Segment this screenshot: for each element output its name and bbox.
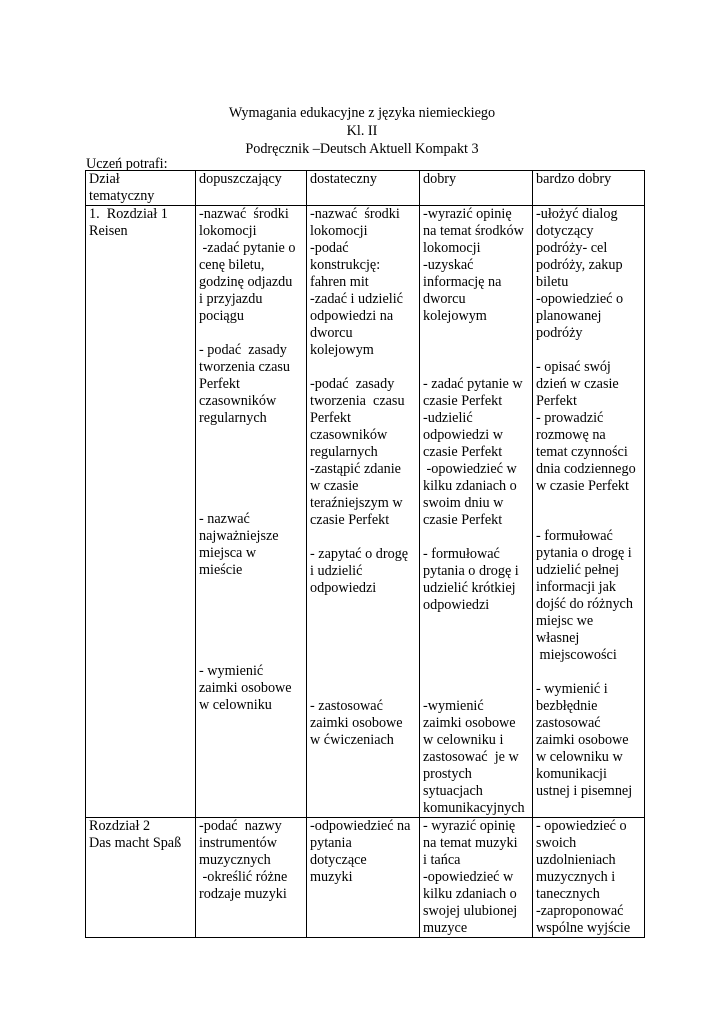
requirement-block: - zapytać o drogę i udzielić odpowiedzi: [310, 546, 409, 596]
requirement-block: -ułożyć dialog dotyczący podróży- cel podróży, zakup biletu -opowiedzieć o planowanej podróży: [536, 206, 624, 341]
requirements-table: [85, 170, 645, 938]
requirement-block: -odpowiedzieć na pytania dotyczące muzyki: [310, 818, 411, 885]
class-label: Kl. II: [346, 123, 378, 139]
requirements-cell: [533, 206, 645, 818]
textbook-label: Podręcznik –Deutsch Aktuell Kompakt 3: [245, 141, 479, 157]
column-header-text: Dział tematyczny: [89, 171, 155, 204]
requirements-cell: [307, 206, 420, 818]
column-header: [196, 171, 307, 206]
topic-cell: [86, 206, 196, 818]
table-row: [86, 206, 645, 818]
column-header: [307, 171, 420, 206]
requirement-block: - formułować pytania o drogę i udzielić pełnej informacji jak dojść do różnych miejsc we własnej miejscowości: [536, 528, 633, 663]
column-header-text: dopuszczający: [199, 171, 282, 187]
requirement-block: - zadać pytanie w czasie Perfekt -udzielić odpowiedzi w czasie Perfekt -opowiedzieć w kilku zdaniach o swoim dniu w czasie Perfekt: [423, 376, 523, 528]
requirements-cell: [420, 206, 533, 818]
requirement-block: -wyrazić opinię na temat środków lokomocji -uzyskać informację na dworcu kolejowym: [423, 206, 524, 324]
requirements-cell: [196, 206, 307, 818]
requirement-block: - wymienić zaimki osobowe w celowniku: [199, 663, 292, 713]
requirement-block: - zastosować zaimki osobowe w ćwiczeniach: [310, 698, 403, 748]
column-header-text: bardzo dobry: [536, 171, 612, 187]
requirements-cell: [420, 818, 533, 938]
requirement-block: -nazwać środki lokomocji -zadać pytanie o cenę biletu, godzinę odjazdu i przyjazdu pociągu: [199, 206, 296, 324]
requirement-block: - nazwać najważniejsze miejsca w mieście: [199, 511, 279, 578]
column-header-text: dobry: [423, 171, 457, 187]
requirements-cell: [533, 818, 645, 938]
document-header: [0, 104, 724, 158]
table-header-row: [86, 171, 645, 206]
topic-text: Rozdział 2 Das macht Spaß: [89, 818, 182, 851]
requirement-block: - wyrazić opinię na temat muzyki i tańca -opowiedzieć w kilku zdaniach o swojej ulubionej muzyce: [423, 818, 518, 936]
requirement-block: - opowiedzieć o swoich uzdolnieniach muzycznych i tanecznych -zaproponować wspólne wyjście: [536, 818, 631, 936]
column-header-text: dostateczny: [310, 171, 377, 187]
requirements-cell: [307, 818, 420, 938]
requirement-block: -nazwać środki lokomocji -podać konstrukcję: fahren mit -zadać i udzielić odpowiedzi na dworcu kolejowym: [310, 206, 403, 358]
table-row: [86, 818, 645, 938]
column-header: [86, 171, 196, 206]
requirement-block: - podać zasady tworzenia czasu Perfekt czasowników regularnych: [199, 342, 290, 426]
topic-text: 1. Rozdział 1 Reisen: [89, 206, 168, 239]
intro-text: Uczeń potrafi:: [86, 156, 168, 172]
requirement-block: - opisać swój dzień w czasie Perfekt - prowadzić rozmowę na temat czynności dnia codziennego w czasie Perfekt: [536, 359, 636, 494]
requirements-cell: [196, 818, 307, 938]
requirement-block: - formułować pytania o drogę i udzielić krótkiej odpowiedzi: [423, 546, 519, 613]
topic-cell: [86, 818, 196, 938]
requirement-block: - wymienić i bezbłędnie zastosować zaimki osobowe w celowniku w komunikacji ustnej i pisemnej: [536, 681, 633, 799]
document-title: Wymagania edukacyjne z języka niemieckiego: [228, 105, 496, 121]
requirement-block: -podać zasady tworzenia czasu Perfekt czasowników regularnych -zastąpić zdanie w czasie teraźniejszym w czasie Perfekt: [310, 376, 405, 528]
column-header: [533, 171, 645, 206]
requirement-block: -podać nazwy instrumentów muzycznych -określić różne rodzaje muzyki: [199, 818, 288, 902]
requirement-block: -wymienić zaimki osobowe w celowniku i zastosować je w prostych sytuacjach komunikacyjnych: [423, 698, 525, 816]
column-header: [420, 171, 533, 206]
